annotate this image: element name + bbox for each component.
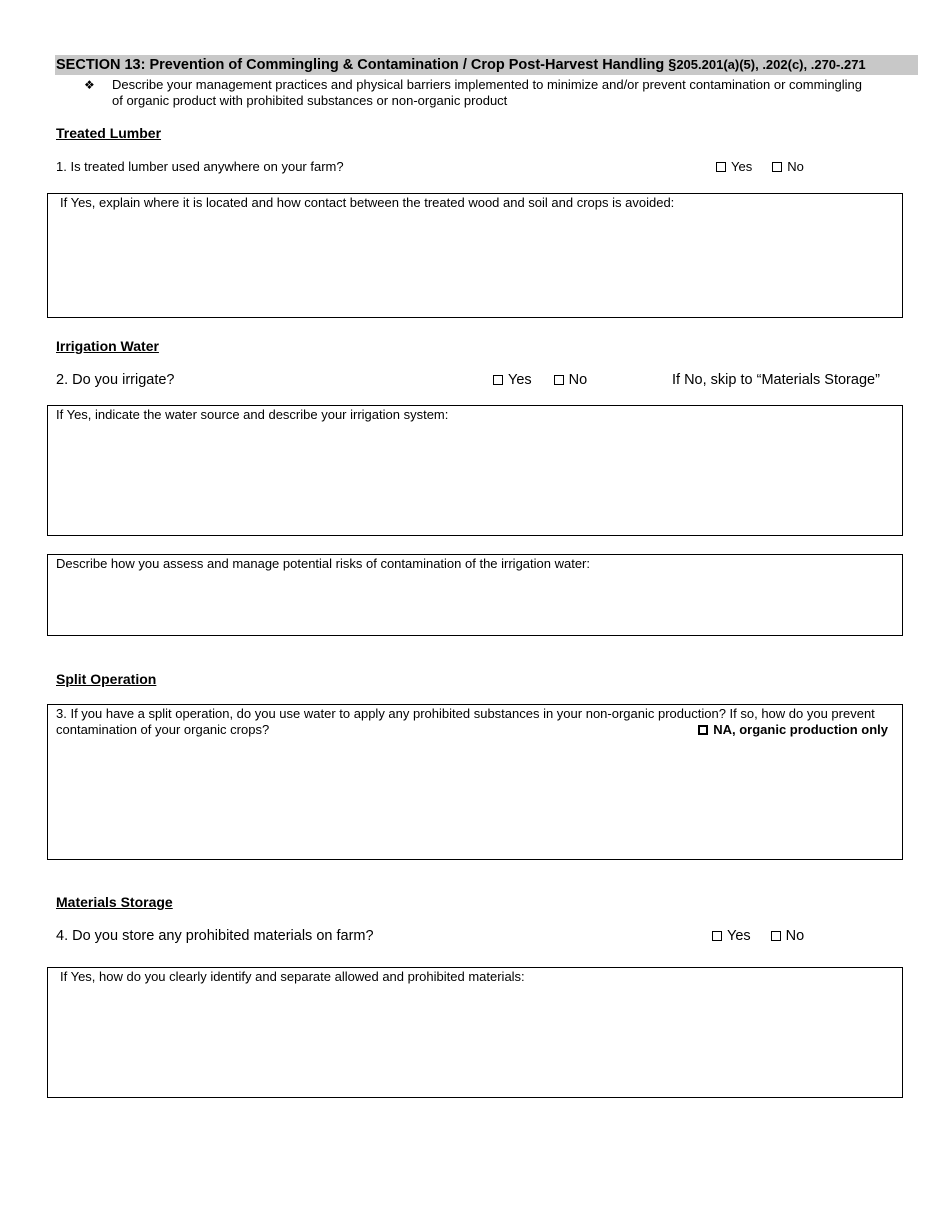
question-1-options (716, 158, 804, 176)
q2-yes-checkbox[interactable] (493, 375, 503, 385)
split-operation-heading: Split Operation (56, 671, 157, 687)
q1-yes-option[interactable] (716, 158, 752, 176)
treated-lumber-box-label: If Yes, explain where it is located and how contact between the treated wood and soil and crops is avoided: (60, 195, 675, 210)
section-citation: 205.201(a)(5), .202(c), .270-.271 (676, 57, 866, 72)
q4-yes-option[interactable] (712, 927, 751, 945)
section-title: SECTION 13: Prevention of Commingling & Contamination / Crop Post-Harvest Handling § (56, 57, 677, 73)
treated-lumber-heading: Treated Lumber (56, 125, 162, 141)
q4-yes-checkbox[interactable] (712, 931, 722, 941)
question-2-options (493, 371, 587, 389)
q2-no-checkbox[interactable] (554, 375, 564, 385)
q1-no-checkbox[interactable] (772, 162, 782, 172)
irrigation-risk-box-label: Describe how you assess and manage potential risks of contamination of the irrigation water: (56, 556, 591, 571)
q4-no-option[interactable] (771, 927, 805, 945)
section-title-bar (55, 55, 918, 75)
q1-no-option[interactable] (772, 158, 804, 176)
materials-storage-answer-box[interactable] (47, 967, 903, 1098)
q1-yes-label: Yes (731, 159, 753, 174)
q4-no-checkbox[interactable] (771, 931, 781, 941)
na-option[interactable] (698, 722, 888, 738)
na-checkbox[interactable] (698, 725, 708, 735)
treated-lumber-answer-box[interactable] (47, 193, 903, 318)
split-operation-answer-box[interactable] (47, 704, 903, 860)
irrigation-system-box-label: If Yes, indicate the water source and describe your irrigation system: (56, 407, 449, 422)
na-label: NA, organic production only (713, 722, 888, 737)
q2-yes-option[interactable] (493, 371, 532, 389)
q2-no-label: No (568, 372, 588, 388)
bullet-diamond-icon: ❖ (84, 78, 95, 92)
materials-storage-heading: Materials Storage (56, 894, 173, 910)
irrigation-system-answer-box[interactable] (47, 405, 903, 536)
skip-note: If No, skip to “Materials Storage” (672, 372, 880, 388)
q4-yes-label: Yes (727, 928, 751, 944)
section-intro: Describe your management practices and physical barriers implemented to minimize and/or prevent contamination or commingling of organic product with prohibited substances or non-organic product (112, 77, 863, 108)
q4-no-label: No (785, 928, 805, 944)
question-2: 2. Do you irrigate? (56, 372, 175, 388)
question-4: 4. Do you store any prohibited materials on farm? (56, 928, 374, 944)
q1-yes-checkbox[interactable] (716, 162, 726, 172)
materials-storage-box-label: If Yes, how do you clearly identify and separate allowed and prohibited materials: (60, 969, 525, 984)
q2-yes-label: Yes (508, 372, 532, 388)
q1-no-label: No (787, 159, 804, 174)
question-3: 3. If you have a split operation, do you use water to apply any prohibited substances in your non-organic production? If so, how do you prevent contamination of your organic crops? (56, 706, 875, 737)
q2-no-option[interactable] (554, 371, 588, 389)
question-1: 1. Is treated lumber used anywhere on your farm? (56, 159, 344, 174)
irrigation-risk-answer-box[interactable] (47, 554, 903, 636)
question-4-options (712, 927, 804, 945)
irrigation-heading: Irrigation Water (56, 338, 159, 354)
